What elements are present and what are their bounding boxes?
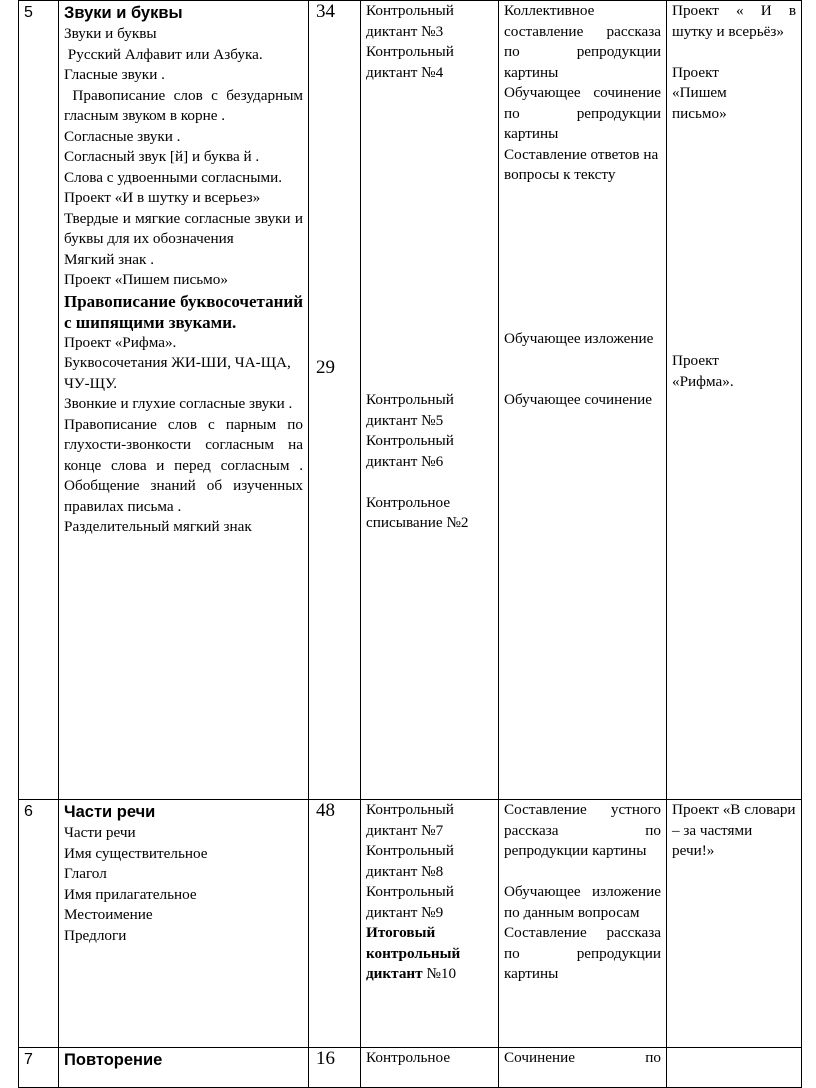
hours-value: 34: [316, 1, 335, 22]
curriculum-table: [18, 0, 802, 1088]
control-item: Контрольный диктант №8: [366, 842, 454, 880]
hours-cell: [309, 1, 361, 800]
spacer: [672, 42, 796, 63]
spacer: [504, 349, 661, 370]
topic-item: Согласные звуки .: [64, 127, 181, 145]
hours-value: 48: [316, 800, 335, 821]
topic-item: Глагол: [64, 865, 107, 882]
hours-value: 29: [316, 357, 335, 378]
row-number: 5: [19, 1, 59, 800]
topic-item: Русский Алфавит или Азбука.: [64, 45, 263, 63]
section-title: Части речи: [64, 803, 156, 821]
table-row-5: [19, 1, 802, 800]
topic-item: Предлоги: [64, 926, 127, 944]
topic-item: Буквосочетания ЖИ-ШИ, ЧА-ЩА, ЧУ-ЩУ.: [64, 354, 291, 392]
control-cell: [361, 800, 499, 1048]
section-cell: [59, 1, 309, 800]
row-number: 7: [19, 1048, 59, 1088]
control-cell: [361, 1, 499, 800]
control-cell: [361, 1048, 499, 1088]
subsection-title: Правописание буквосочетаний с шипящими звуками.: [64, 291, 303, 332]
topic-item: Твердые и мягкие согласные звуки и буквы для их обозначения: [64, 209, 303, 247]
topic-item: Проект «Пишем письмо»: [64, 271, 228, 288]
topic-item: Слова с удвоенными согласными.: [64, 168, 283, 186]
control-item: Контрольный диктант №4: [366, 43, 454, 81]
topic-item: Проект «Рифма».: [64, 333, 177, 351]
topic-item: Местоимение: [64, 906, 153, 923]
topic-item: Правописание слов с парным по глухости-звонкости согласным на конце слова и перед согласным . Обобщение знаний об изученных правилах письма .: [64, 415, 303, 515]
control-item: [366, 923, 493, 985]
project-item: Проект « И в шутку и всерьёз»: [672, 2, 796, 40]
control-item: Контрольный диктант №6: [366, 432, 454, 470]
speech-cell: [499, 1, 667, 800]
speech-item: Сочинение по: [504, 1049, 661, 1066]
speech-item: Обучающее изложение по данным вопросам: [504, 883, 661, 921]
speech-item: Коллективное составление рассказа по репродукции картины: [504, 2, 661, 81]
control-item: Контрольное: [366, 1049, 451, 1066]
control-item: Контрольный диктант №3: [366, 2, 454, 40]
section-title: Повторение: [64, 1051, 163, 1069]
spacer: [504, 862, 661, 883]
topic-item: Имя прилагательное: [64, 885, 197, 903]
project-cell: [667, 1, 802, 800]
project-cell: [667, 800, 802, 1048]
project-item: Проект «В словари – за частями речи!»: [672, 801, 796, 859]
topic-item: Части речи: [64, 824, 136, 841]
table-row-7: [19, 1048, 802, 1088]
speech-item: Составление устного рассказа по репродукции картины: [504, 801, 661, 859]
topic-item: Мягкий знак .: [64, 250, 154, 268]
control-item: Контрольный диктант №7: [366, 801, 454, 839]
speech-item: Обучающее изложение: [504, 329, 654, 347]
hours-cell: [309, 800, 361, 1048]
final-dictation-label: Итоговый контрольный диктант: [366, 924, 461, 982]
topic-item: Проект «И в шутку и всерьез»: [64, 189, 261, 206]
topic-item: Гласные звуки .: [64, 66, 165, 83]
spacer: [504, 370, 661, 391]
hours-cell: [309, 1048, 361, 1088]
control-item: Контрольный диктант №9: [366, 883, 454, 921]
topic-item: Имя существительное: [64, 844, 208, 862]
speech-cell: [499, 1048, 667, 1088]
speech-cell: [499, 800, 667, 1048]
hours-value: 16: [316, 1048, 335, 1069]
project-cell: [667, 1048, 802, 1088]
topic-item: Разделительный мягкий знак: [64, 518, 252, 535]
speech-item: Обучающее сочинение: [504, 391, 652, 408]
speech-item: Составление рассказа по репродукции картины: [504, 924, 661, 982]
control-item: Контрольное списывание №2: [366, 493, 469, 531]
project-item: Проект «Пишем письмо»: [672, 63, 727, 122]
project-item: Проект «Рифма».: [672, 352, 734, 390]
row-number: 6: [19, 800, 59, 1048]
topic-item: Звонкие и глухие согласные звуки .: [64, 395, 293, 412]
spacer: [366, 472, 493, 493]
speech-item: Обучающее сочинение по репродукции картины: [504, 84, 661, 142]
topic-item: Согласный звук [й] и буква й .: [64, 148, 260, 165]
section-title: Звуки и буквы: [64, 4, 183, 22]
topic-item: Правописание слов с безударным гласным звуком в корне .: [64, 86, 307, 124]
section-cell: [59, 800, 309, 1048]
topic-item: Звуки и буквы: [64, 25, 157, 42]
control-item: Контрольный диктант №5: [366, 391, 454, 429]
final-dictation-number: №10: [426, 965, 457, 982]
speech-item: Составление ответов на вопросы к тексту: [504, 145, 659, 183]
table-row-6: [19, 800, 802, 1048]
section-cell: [59, 1048, 309, 1088]
